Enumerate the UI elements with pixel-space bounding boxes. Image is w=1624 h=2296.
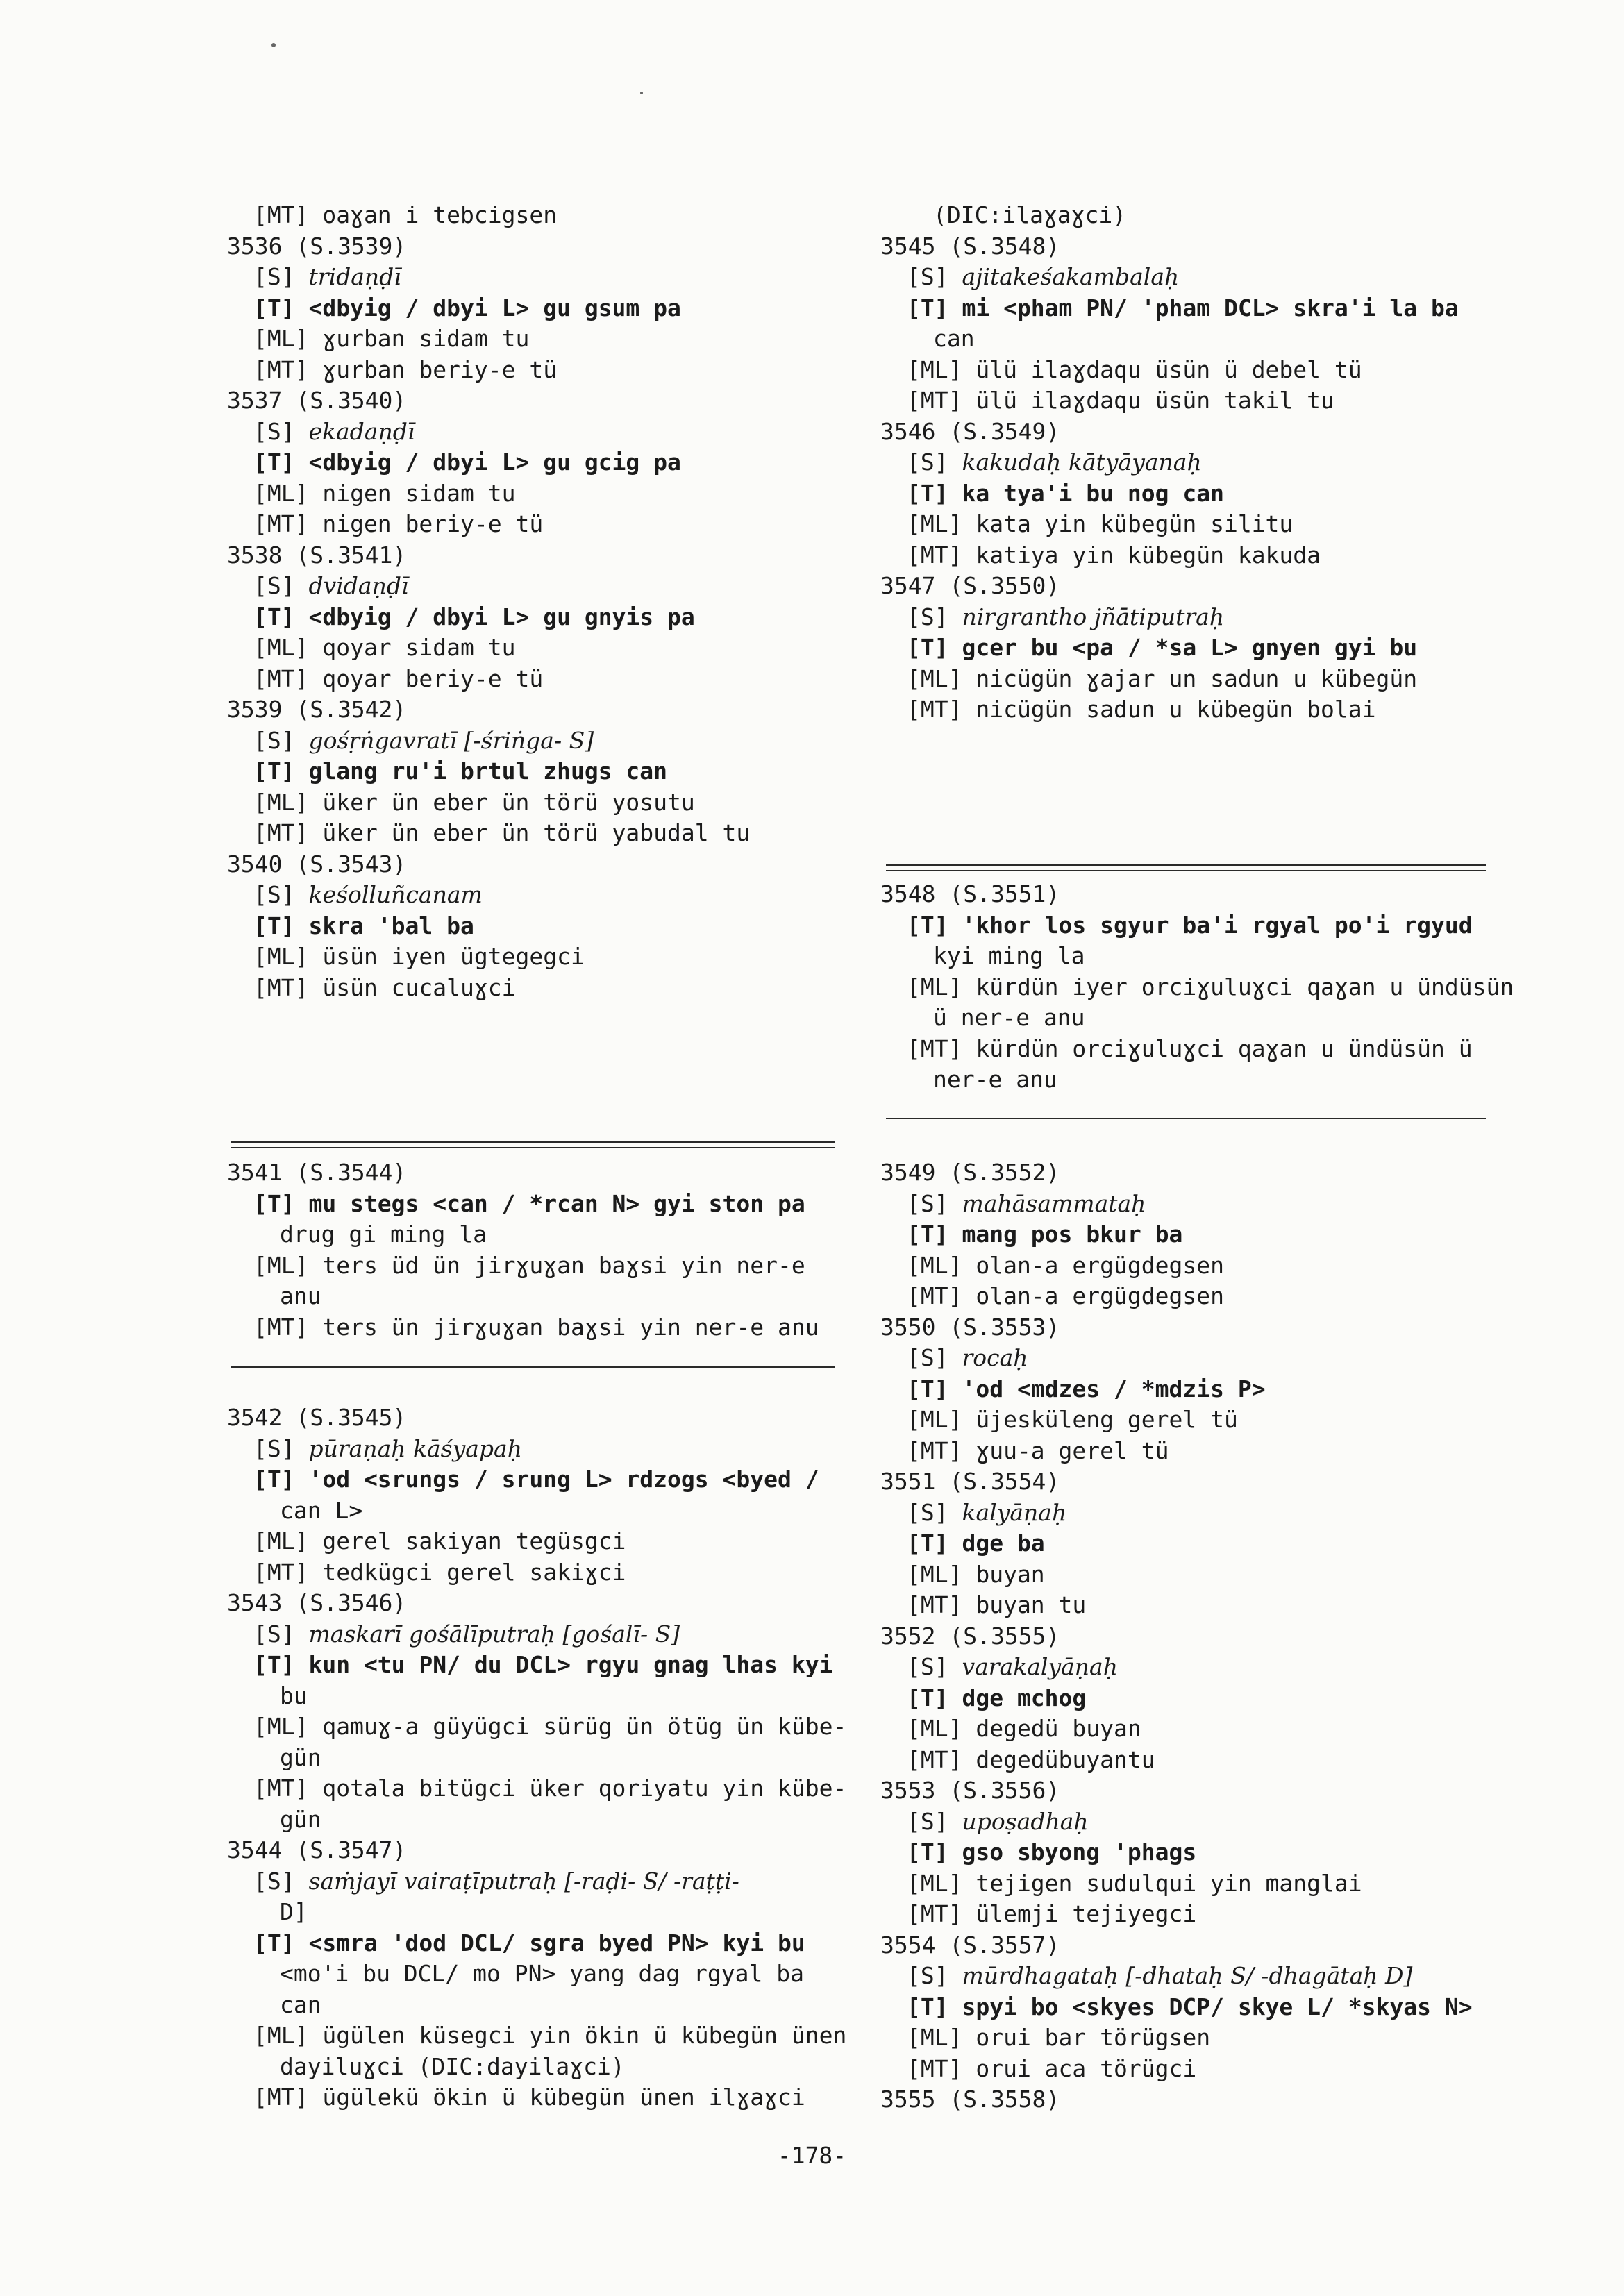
- entry-number: 3552 (S.3555): [880, 1622, 1060, 1650]
- entry-field: [S] gośṛṅgavratī [-śriṅga- S]: [253, 726, 594, 754]
- entry-field: [S] ajitakeśakambalaḥ: [907, 263, 1180, 290]
- right-column-block-3: [880, 1157, 1491, 2115]
- entry-field: [S] kakudaḥ kātyāyanaḥ: [907, 449, 1202, 476]
- entry-field: [T] ka tya'i bu nog can: [907, 479, 1224, 507]
- entry-number: 3541 (S.3544): [227, 1159, 407, 1186]
- entry-number: 3542 (S.3545): [227, 1404, 407, 1431]
- entry-continuation: ner-e anu: [933, 1066, 1057, 1093]
- entry-field: [T] 'od <srungs / srung L> rdzogs <byed /: [253, 1466, 819, 1493]
- entry-continuation: gün: [280, 1805, 321, 1833]
- section-divider: [886, 1118, 1486, 1119]
- entry-field: [S] upoṣadhaḥ: [907, 1807, 1089, 1835]
- entry-field: [S] pūraṇaḥ kāśyapaḥ: [253, 1434, 522, 1462]
- section-divider: [886, 864, 1486, 866]
- entry-continuation: drug gi ming la: [280, 1221, 487, 1248]
- entry-field: [S] mahāsammataḥ: [907, 1189, 1146, 1217]
- entry-continuation: can L>: [280, 1496, 363, 1524]
- entry-number: 3553 (S.3556): [880, 1777, 1060, 1804]
- entry-field: [T] mu stegs <can / *rcan N> gyi ston pa: [253, 1189, 805, 1217]
- entry-number: 3539 (S.3542): [227, 696, 407, 723]
- entry-field: [MT] ɣuu-a gerel tü: [907, 1436, 1169, 1464]
- section-divider: [886, 870, 1486, 871]
- entry-field: [MT] olan-a ergügdegsen: [907, 1282, 1224, 1309]
- entry-field: [ML] ügülen küsegci yin ökin ü kübegün ünen: [253, 2022, 847, 2049]
- entry-field: [ML] olan-a ergügdegsen: [907, 1251, 1224, 1279]
- entry-field: [T] gso sbyong 'phags: [907, 1838, 1197, 1866]
- entry-number: 3536 (S.3539): [227, 232, 407, 260]
- entry-field: [T] <dbyig / dbyi L> gu gsum pa: [253, 294, 681, 321]
- entry-field: [ML] ülü ilaɣdaqu üsün ü debel tü: [907, 355, 1362, 383]
- entry-field: [MT] ügülekü ökin ü kübegün ünen ilɣaɣci: [253, 2084, 805, 2111]
- entry-continuation: dayiluɣci (DIC:dayilaɣci): [280, 2052, 625, 2080]
- entry-field: [T] <dbyig / dbyi L> gu gcig pa: [253, 449, 681, 476]
- entry-field: [ML] orui bar törügsen: [907, 2024, 1211, 2051]
- entry-continuation: anu: [280, 1282, 321, 1309]
- entry-field: [ML] nigen sidam tu: [253, 479, 516, 507]
- entry-field: [ML] buyan: [907, 1560, 1045, 1588]
- entry-field: [S] dvidaṇḍī: [253, 572, 409, 599]
- entry-number: 3554 (S.3557): [880, 1931, 1060, 1959]
- left-column-block-1: [227, 200, 845, 1003]
- entry-field: [ML] degedü buyan: [907, 1715, 1141, 1742]
- entry-field: [ML] nicügün ɣajar un sadun u kübegün: [907, 664, 1418, 692]
- entry-field: [S] kalyāṇaḥ: [907, 1498, 1067, 1526]
- entry-field: [MT] orui aca törügci: [907, 2054, 1197, 2082]
- entry-field: [MT] kürdün orciɣuluɣci qaɣan u ündüsün ü: [907, 1034, 1473, 1062]
- entry-number: 3548 (S.3551): [880, 880, 1060, 907]
- entry-continuation: (DIC:ilaɣaɣci): [933, 201, 1127, 228]
- entry-field: [MT] tedkügci gerel sakiɣci: [253, 1558, 626, 1586]
- entry-field: [T] mi <pham PN/ 'pham DCL> skra'i la ba: [907, 294, 1459, 321]
- entry-continuation: kyi ming la: [933, 942, 1085, 969]
- entry-field: [ML] üsün iyen ügtegegci: [253, 943, 585, 970]
- entry-number: 3537 (S.3540): [227, 387, 407, 414]
- entry-field: [S] varakalyāṇaḥ: [907, 1653, 1118, 1680]
- entry-field: [S] mūrdhagataḥ [-dhataḥ S/ -dhagātaḥ D]: [907, 1962, 1413, 1989]
- entry-field: [ML] kata yin kübegün silitu: [907, 510, 1294, 537]
- entry-number: 3543 (S.3546): [227, 1589, 407, 1616]
- entry-field: [S] tridaṇḍī: [253, 263, 401, 290]
- entry-number: 3540 (S.3543): [227, 850, 407, 878]
- entry-field: [T] glang ru'i brtul zhugs can: [253, 757, 668, 785]
- entry-field: [T] skra 'bal ba: [253, 912, 474, 939]
- entry-field: [MT] oaɣan i tebcigsen: [253, 201, 558, 228]
- entry-field: [ML] ters üd ün jirɣuɣan baɣsi yin ner-e: [253, 1251, 805, 1279]
- left-column-block-3: [227, 1402, 845, 2113]
- entry-continuation: gün: [280, 1743, 321, 1771]
- entry-continuation: ü ner-e anu: [933, 1004, 1085, 1031]
- entry-continuation: can: [933, 325, 975, 352]
- entry-field: [S] saṁjayī vairaṭīputraḥ [-raḍi- S/ -raṭṭi-: [253, 1867, 739, 1895]
- entry-continuation: <mo'i bu DCL/ mo PN> yang dag rgyal ba: [280, 1960, 804, 1987]
- entry-field: [T] spyi bo <skyes DCP/ skye L/ *skyas N>: [907, 1993, 1473, 2020]
- entry-number: 3547 (S.3550): [880, 572, 1060, 599]
- entry-field: [MT] ters ün jirɣuɣan baɣsi yin ner-e anu: [253, 1313, 819, 1341]
- entry-field: [ML] qamuɣ-a güyügci sürüg ün ötüg ün kübe-: [253, 1713, 847, 1740]
- entry-field: [MT] qotala bitügci üker qoriyatu yin kübe-: [253, 1775, 847, 1802]
- section-divider: [231, 1141, 835, 1143]
- entry-number: 3544 (S.3547): [227, 1836, 407, 1863]
- entry-field: [MT] üsün cucaluɣci: [253, 973, 516, 1001]
- right-column-block-1: [880, 200, 1491, 726]
- page-number: -178-: [777, 2142, 847, 2169]
- entry-field: [ML] tejigen sudulqui yin manglai: [907, 1869, 1362, 1897]
- entry-field: [MT] üker ün eber ün törü yabudal tu: [253, 819, 751, 846]
- entry-field: [T] 'od <mdzes / *mdzis P>: [907, 1375, 1266, 1402]
- entry-field: [ML] qoyar sidam tu: [253, 634, 516, 661]
- entry-field: [MT] nicügün sadun u kübegün bolai: [907, 696, 1376, 723]
- entry-field: [MT] katiya yin kübegün kakuda: [907, 541, 1321, 569]
- entry-field: [S] keśolluñcanam: [253, 881, 483, 908]
- entry-field: [MT] ülü ilaɣdaqu üsün takil tu: [907, 387, 1334, 414]
- entry-number: 3538 (S.3541): [227, 541, 407, 569]
- entry-field: [ML] ɣurban sidam tu: [253, 325, 530, 352]
- entry-number: 3550 (S.3553): [880, 1313, 1060, 1341]
- entry-field: [T] dge mchog: [907, 1684, 1087, 1711]
- entry-field: [MT] qoyar beriy-e tü: [253, 664, 544, 692]
- entry-field: [ML] gerel sakiyan tegüsgci: [253, 1527, 626, 1555]
- left-column-block-2: [227, 1157, 845, 1343]
- entry-field: [S] ekadaṇḍī: [253, 417, 415, 445]
- entry-field: [T] kun <tu PN/ du DCL> rgyu gnag lhas kyi: [253, 1651, 833, 1678]
- entry-number: 3549 (S.3552): [880, 1159, 1060, 1186]
- scan-speck: [271, 43, 276, 47]
- entry-field: [S] rocaḥ: [907, 1344, 1028, 1371]
- entry-field: [T] 'khor los sgyur ba'i rgyal po'i rgyud: [907, 911, 1473, 939]
- entry-field: [ML] kürdün iyer orciɣuluɣci qaɣan u ündüsün: [907, 973, 1514, 1000]
- section-divider: [231, 1366, 835, 1368]
- entry-field: [S] maskarī gośālīputraḥ [gośalī- S]: [253, 1620, 680, 1648]
- entry-field: [ML] üjesküleng gerel tü: [907, 1406, 1238, 1433]
- entry-field: [MT] nigen beriy-e tü: [253, 510, 544, 537]
- entry-field: [ML] üker ün eber ün törü yosutu: [253, 788, 695, 816]
- entry-number: 3551 (S.3554): [880, 1468, 1060, 1495]
- entry-number: 3545 (S.3548): [880, 232, 1060, 260]
- right-column-block-2: [880, 879, 1514, 1096]
- entry-number: 3546 (S.3549): [880, 417, 1060, 445]
- entry-continuation: bu: [280, 1682, 308, 1709]
- entry-field: [T] gcer bu <pa / *sa L> gnyen gyi bu: [907, 634, 1418, 661]
- section-divider: [231, 1147, 835, 1148]
- entry-field: [S] nirgrantho jñātiputraḥ: [907, 603, 1225, 630]
- entry-field: [T] dge ba: [907, 1530, 1045, 1557]
- entry-continuation: can: [280, 1991, 321, 2018]
- entry-continuation: D]: [280, 1898, 308, 1925]
- entry-field: [MT] ɣurban beriy-e tü: [253, 355, 558, 383]
- entry-field: [T] <smra 'dod DCL/ sgra byed PN> kyi bu: [253, 1929, 805, 1956]
- entry-field: [T] mang pos bkur ba: [907, 1221, 1183, 1248]
- entry-field: [MT] degedübuyantu: [907, 1745, 1155, 1773]
- entry-field: [MT] buyan tu: [907, 1591, 1087, 1618]
- scan-speck: [640, 92, 643, 94]
- entry-field: [T] <dbyig / dbyi L> gu gnyis pa: [253, 603, 695, 630]
- entry-number: 3555 (S.3558): [880, 2086, 1060, 2113]
- entry-field: [MT] ülemji tejiyegci: [907, 1900, 1197, 1927]
